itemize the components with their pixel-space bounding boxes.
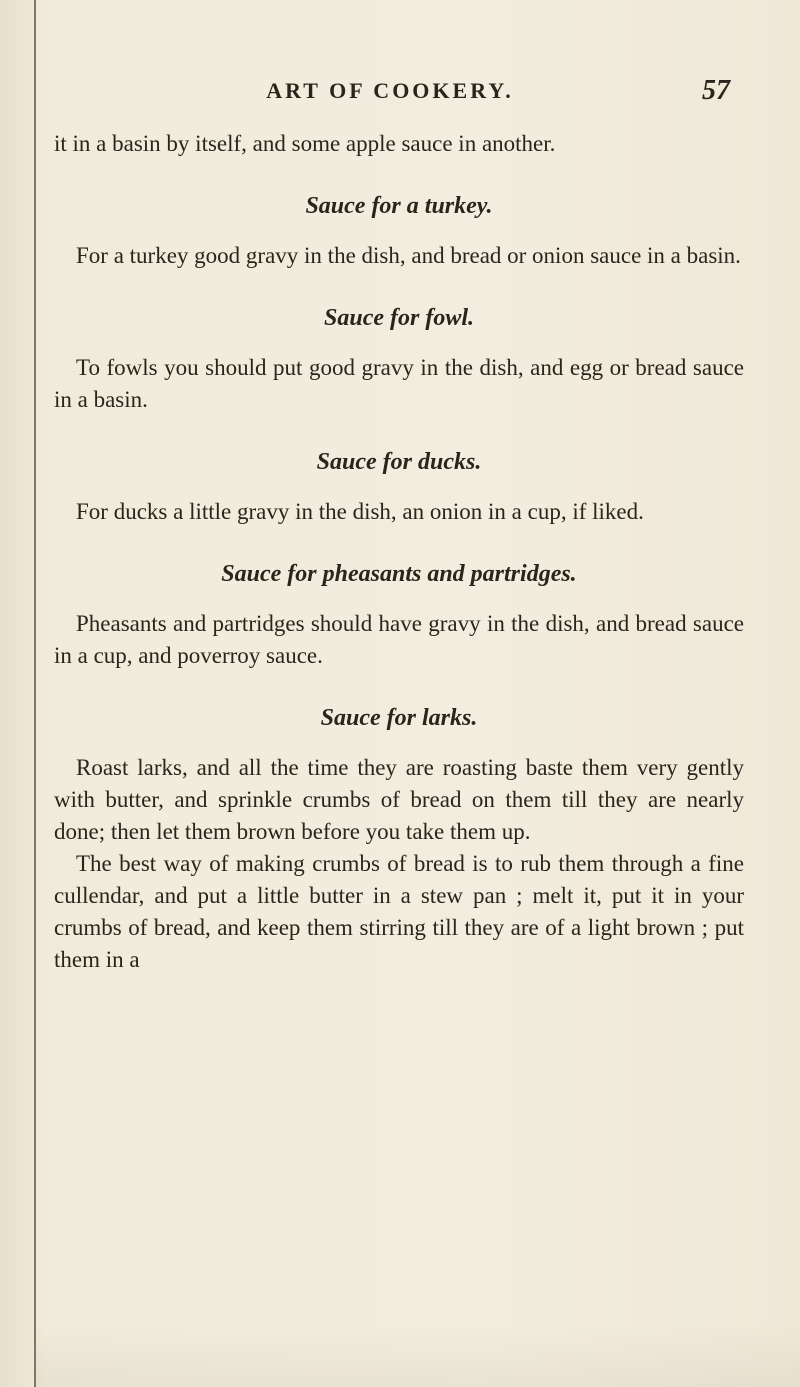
spacer [54, 590, 744, 608]
page-content [54, 128, 744, 976]
spacer [54, 672, 744, 702]
spacer [54, 222, 744, 240]
page-header [0, 75, 800, 112]
section-paragraph-larks-1: Roast larks, and all the time they are roasting baste them very gently with butter, and sprinkle crumbs of bread on them till they are nearly done; then let them brown before you take them up. [54, 755, 744, 844]
running-head: ART OF COOKERY. [266, 78, 514, 103]
section-heading-fowl: Sauce for fowl. [324, 305, 474, 331]
spacer [54, 416, 744, 446]
section-heading-ducks: Sauce for ducks. [316, 449, 482, 475]
section-heading-larks: Sauce for larks. [320, 705, 478, 731]
spacer [54, 160, 744, 190]
section-paragraph-ducks: For ducks a little gravy in the dish, an onion in a cup, if liked. [76, 499, 644, 524]
page-edge-rule [34, 0, 36, 1387]
spacer [54, 734, 744, 752]
section-heading-pheasants: Sauce for pheasants and partridges. [221, 561, 577, 587]
spacer [54, 334, 744, 352]
intro-paragraph: it in a basin by itself, and some apple sauce in another. [54, 131, 556, 156]
section-paragraph-pheasants: Pheasants and partridges should have gravy in the dish, and bread sauce in a cup, and poverroy sauce. [54, 611, 744, 668]
section-paragraph-larks-2: The best way of making crumbs of bread is to rub them through a fine cullendar, and put a little butter in a stew pan ; melt it, put it in your crumbs of bread, and keep them stirring till they are of a light brown ; put them in a [54, 851, 744, 972]
section-paragraph-fowl: To fowls you should put good gravy in the dish, and egg or bread sauce in a basin. [54, 355, 744, 412]
spacer [54, 272, 744, 302]
spacer [54, 528, 744, 558]
section-heading-turkey: Sauce for a turkey. [305, 193, 493, 219]
spacer [54, 478, 744, 496]
page-shadow [36, 1325, 800, 1387]
section-paragraph-turkey: For a turkey good gravy in the dish, and bread or onion sauce in a basin. [76, 243, 741, 268]
page-number: 57 [702, 75, 730, 106]
